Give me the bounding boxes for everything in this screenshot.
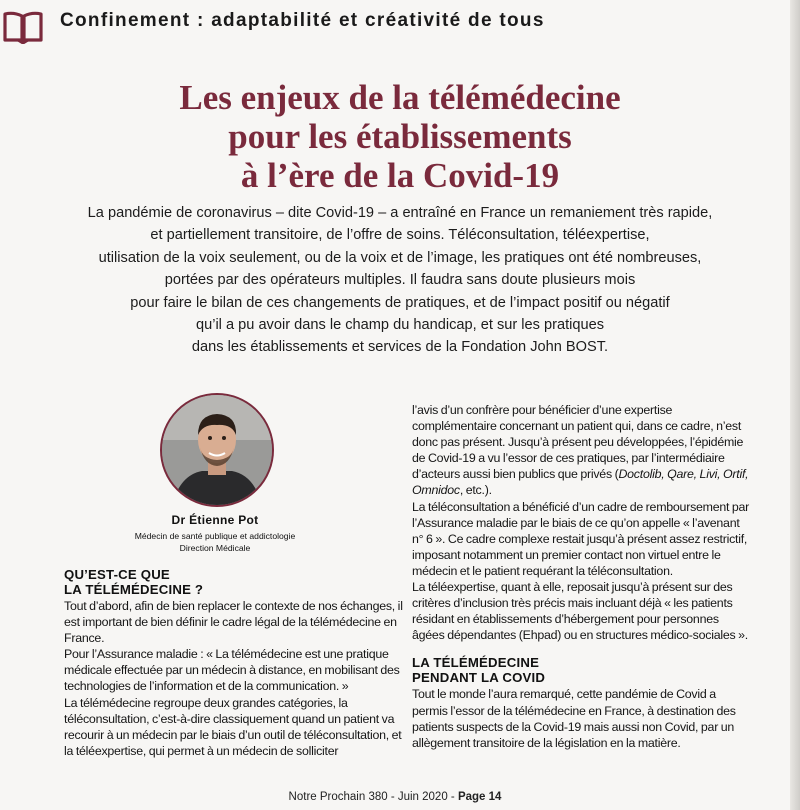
- page-edge: [790, 0, 800, 810]
- heading-line: LA TÉLÉMÉDECINE ?: [64, 582, 204, 597]
- section-title: Confinement : adaptabilité et créativité de tous: [60, 10, 545, 31]
- spacer: [412, 643, 752, 655]
- author-role-line: Médecin de santé publique et addictologie: [134, 531, 296, 541]
- paragraph: [412, 402, 752, 499]
- intro-line: et partiellement transitoire, de l’offre de soins. Téléconsultation, téléexpertise,: [150, 227, 650, 244]
- section-heading: [412, 655, 752, 685]
- article-title: [40, 78, 760, 195]
- author-role-line: Direction Médicale: [179, 543, 251, 553]
- platform-names: Doctolib, Qare, Livi, Ortif, Omnidoc: [412, 467, 749, 498]
- section-heading: [64, 567, 404, 597]
- intro-line: utilisation de la voix seulement, ou de la voix et de l’image, les pratiques ont été nombreuses,: [98, 249, 702, 266]
- page-number: Page 14: [457, 791, 502, 803]
- intro-line: La pandémie de coronavirus – dite Covid-19 – a entraîné en France un remaniement très rapide,: [87, 205, 713, 221]
- author-photo: [160, 393, 274, 507]
- title-line: Les enjeux de la télémédecine: [179, 78, 621, 117]
- author-portrait-image: [162, 395, 272, 505]
- intro-line: qu’il a pu avoir dans le champ du handicap, et sur les pratiques: [195, 317, 605, 334]
- paragraph: Pour l’Assurance maladie : « La télémédecine est une pratique médicale effectuée par un médecin à distance, en mobilisant des technologies de l’information et de la communication. »: [64, 647, 400, 694]
- author-role: [110, 530, 320, 554]
- intro-line: portées par des opérateurs multiples. Il faudra sans doute plusieurs mois: [164, 272, 636, 289]
- heading-line: LA TÉLÉMÉDECINE: [412, 655, 540, 671]
- page-footer: [0, 791, 790, 803]
- intro-line: pour faire le bilan de ces changements de pratiques, et de l’impact positif ou négatif: [130, 294, 670, 311]
- open-book-icon: [2, 10, 44, 44]
- paragraph-text: , etc.).: [459, 483, 492, 498]
- paragraph: La télémédecine regroupe deux grandes catégories, la téléconsultation, c’est-à-dire classiquement quand un patient va recourir à un médecin par le biais d’un outil de téléconsultation, et la téléexpertise, qui permet à un médecin de solliciter: [64, 695, 402, 758]
- article-intro: [40, 202, 760, 359]
- intro-line: dans les établissements et services de la Fondation John BOST.: [191, 339, 609, 356]
- title-line: à l’ère de la Covid-19: [240, 156, 560, 195]
- paragraph: La téléexpertise, quant à elle, reposait jusqu’à présent sur des critères d’inclusion très précis mais incluant déjà « les patients résidant en établissements d’hébergement pour personnes âgées dépendantes (Ehpad) ou en structures médico-sociales ».: [412, 580, 748, 643]
- right-column: [412, 402, 752, 751]
- paragraph: Tout d’abord, afin de bien replacer le contexte de nos échanges, il est important de bien définir le cadre légal de la télémédecine en France.: [64, 599, 403, 646]
- paragraph-text: l’avis d’un confrère pour bénéficier d’une expertise complémentaire concernant un patient qui, dans ce cadre, n’est donc pas présent. Jusqu’à présent peu développées, l’épidémie de Covid-19 a vu l’essor de ces pratiques, par l’intermédiaire d’acteurs aussi bien publics que privés (: [412, 403, 744, 482]
- paragraph: La téléconsultation a bénéficié d’un cadre de remboursement par l’Assurance maladie par le biais de ce qu’on appelle « l’avenant n° 6 ». Ce cadre complexe restait jusqu’à présent assez restrictif, imposant notamment un premier contact non virtuel entre le médecin et le patient requérant la téléconsultation.: [412, 499, 750, 578]
- author-block: [110, 513, 320, 554]
- footer-text: Notre Prochain 380 - Juin 2020 -: [288, 791, 458, 803]
- title-line: pour les établissements: [228, 117, 572, 156]
- paragraph: Tout le monde l’aura remarqué, cette pandémie de Covid a permis l’essor de la télémédecine en France, à destination des patients suspects de la Covid-19 mais aussi non Covid, par un allègement transitoire de la législation en la matière.: [412, 687, 736, 750]
- left-column: [64, 567, 404, 759]
- section-header: [0, 6, 790, 46]
- heading-line: QU’EST-CE QUE: [64, 567, 170, 582]
- author-name: Dr Étienne Pot: [171, 513, 259, 527]
- heading-line: PENDANT LA COVID: [412, 670, 546, 686]
